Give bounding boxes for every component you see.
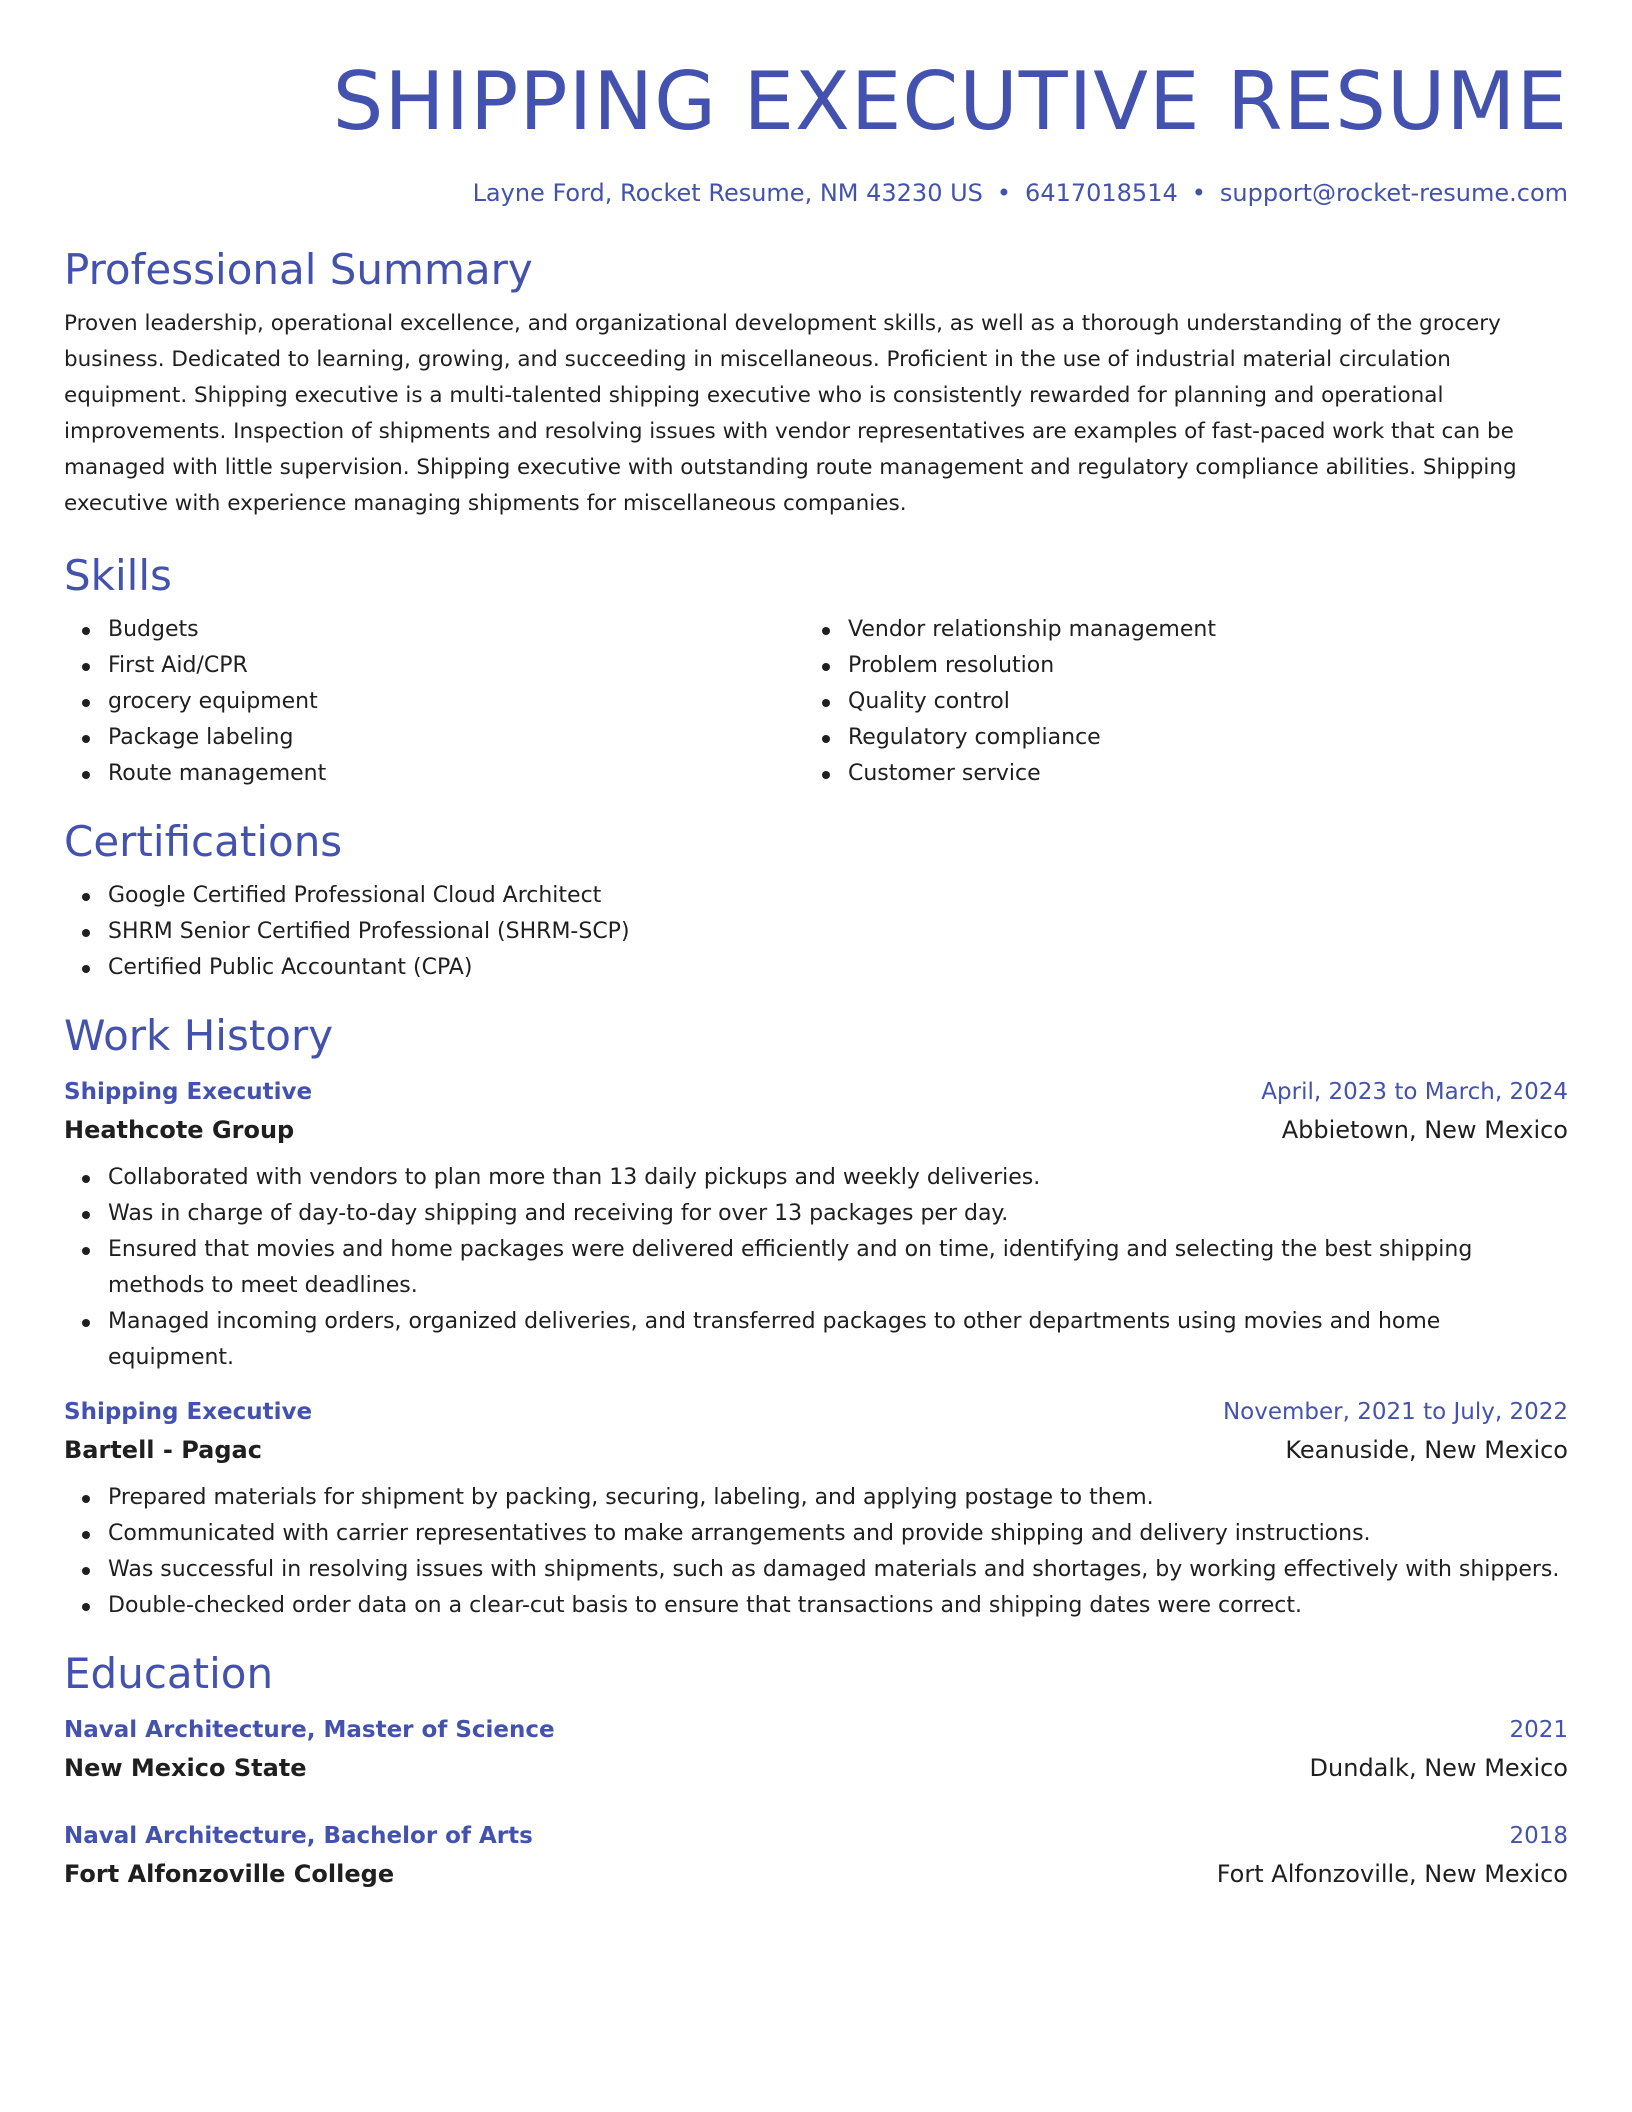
certifications-section [64, 816, 1568, 986]
work-history-heading: Work History [64, 1011, 334, 1060]
education-heading: Education [64, 1649, 274, 1698]
job-dates: November, 2021 to July, 2022 [1222, 1399, 1568, 1425]
school-location: Dundalk, New Mexico [1309, 1754, 1568, 1782]
contact-line [64, 176, 1568, 210]
job-duties-list [64, 1160, 1568, 1376]
graduation-year: 2021 [1509, 1717, 1568, 1743]
summary-section [64, 244, 1568, 522]
job-company: Bartell - Pagac [64, 1436, 262, 1464]
job-entry [64, 1074, 1568, 1376]
job-company: Heathcote Group [64, 1116, 295, 1144]
contact-phone: 6417018514 [1025, 179, 1178, 207]
skills-list-left [64, 612, 804, 792]
job-title-row [64, 1394, 1568, 1430]
skill-item: First Aid/CPR [108, 648, 804, 684]
contact-separator: • [996, 179, 1012, 207]
job-duty-item: Ensured that movies and home packages were delivered efficiently and on time, identifying and selecting the best shipping methods to meet deadlines. [108, 1232, 1568, 1304]
school-name: Fort Alfonzoville College [64, 1860, 395, 1888]
school-location: Fort Alfonzoville, New Mexico [1216, 1860, 1568, 1888]
skills-column-right [804, 612, 1544, 792]
education-section [64, 1648, 1568, 1894]
school-row [64, 1854, 1568, 1894]
job-duty-item: Managed incoming orders, organized deliveries, and transferred packages to other departments using movies and home equipment. [108, 1304, 1568, 1376]
job-location: Abbietown, New Mexico [1281, 1116, 1568, 1144]
resume-title: SHIPPING EXECUTIVE RESUME [332, 55, 1568, 148]
school-row [64, 1748, 1568, 1788]
skills-column-left [64, 612, 804, 792]
job-title: Shipping Executive [64, 1079, 313, 1105]
summary-heading: Professional Summary [64, 245, 533, 294]
job-duty-item: Was in charge of day-to-day shipping and receiving for over 13 packages per day. [108, 1196, 1568, 1232]
contact-email[interactable]: support@rocket-resume.com [1219, 179, 1568, 207]
work-history-section [64, 1010, 1568, 1624]
skills-grid [64, 612, 1568, 792]
skills-list-right [804, 612, 1544, 792]
graduation-year: 2018 [1509, 1823, 1568, 1849]
job-title-row [64, 1074, 1568, 1110]
skill-item: grocery equipment [108, 684, 804, 720]
contact-separator: • [1191, 179, 1206, 207]
skill-item: Quality control [848, 684, 1544, 720]
certification-item: Certified Public Accountant (CPA) [108, 950, 1568, 986]
summary-text: Proven leadership, operational excellence, and organizational development skills, as well as a thorough understanding of the grocery business. Dedicated to learning, growing, and succeeding in miscellaneous. Proficient in the use of industrial material circulation equipment. Shipping executive is a multi-talented shipping executive who is consistently rewarded for planning and operational improvements. Inspection of shipments and resolving issues with vendor representatives are examples of fast-paced work that can be managed with little supervision. Shipping executive with outstanding route management and regulatory compliance abilities. Shipping executive with experience managing shipments for miscellaneous companies. [64, 311, 1517, 516]
certifications-heading: Certifications [64, 817, 343, 866]
skills-section [64, 550, 1568, 792]
skill-item: Route management [108, 756, 804, 792]
skill-item: Problem resolution [848, 648, 1544, 684]
skill-item: Customer service [848, 756, 1544, 792]
skill-item: Vendor relationship management [848, 612, 1544, 648]
skills-heading: Skills [64, 551, 172, 600]
job-title: Shipping Executive [64, 1399, 313, 1425]
job-dates: April, 2023 to March, 2024 [1261, 1079, 1568, 1105]
job-duty-item: Communicated with carrier representatives to make arrangements and provide shipping and delivery instructions. [108, 1516, 1568, 1552]
job-entry [64, 1394, 1568, 1624]
certification-item: Google Certified Professional Cloud Architect [108, 878, 1568, 914]
skill-item: Budgets [108, 612, 804, 648]
certifications-list [64, 878, 1568, 986]
job-company-row [64, 1110, 1568, 1150]
education-entry [64, 1818, 1568, 1894]
job-duty-item: Was successful in resolving issues with shipments, such as damaged materials and shortages, by working effectively with shippers. [108, 1552, 1568, 1588]
degree-name: Naval Architecture, Bachelor of Arts [64, 1823, 533, 1849]
degree-name: Naval Architecture, Master of Science [64, 1717, 555, 1743]
job-company-row [64, 1430, 1568, 1470]
education-entry [64, 1712, 1568, 1788]
certification-item: SHRM Senior Certified Professional (SHRM-SCP) [108, 914, 1568, 950]
job-duty-item: Double-checked order data on a clear-cut basis to ensure that transactions and shipping dates were correct. [108, 1588, 1568, 1624]
school-name: New Mexico State [64, 1754, 307, 1782]
skill-item: Package labeling [108, 720, 804, 756]
job-duty-item: Collaborated with vendors to plan more than 13 daily pickups and weekly deliveries. [108, 1160, 1568, 1196]
job-location: Keanuside, New Mexico [1285, 1436, 1568, 1464]
job-duty-item: Prepared materials for shipment by packing, securing, labeling, and applying postage to them. [108, 1480, 1568, 1516]
degree-row [64, 1712, 1568, 1748]
skill-item: Regulatory compliance [848, 720, 1544, 756]
job-duties-list [64, 1480, 1568, 1624]
degree-row [64, 1818, 1568, 1854]
contact-address: Layne Ford, Rocket Resume, NM 43230 US [472, 179, 983, 207]
